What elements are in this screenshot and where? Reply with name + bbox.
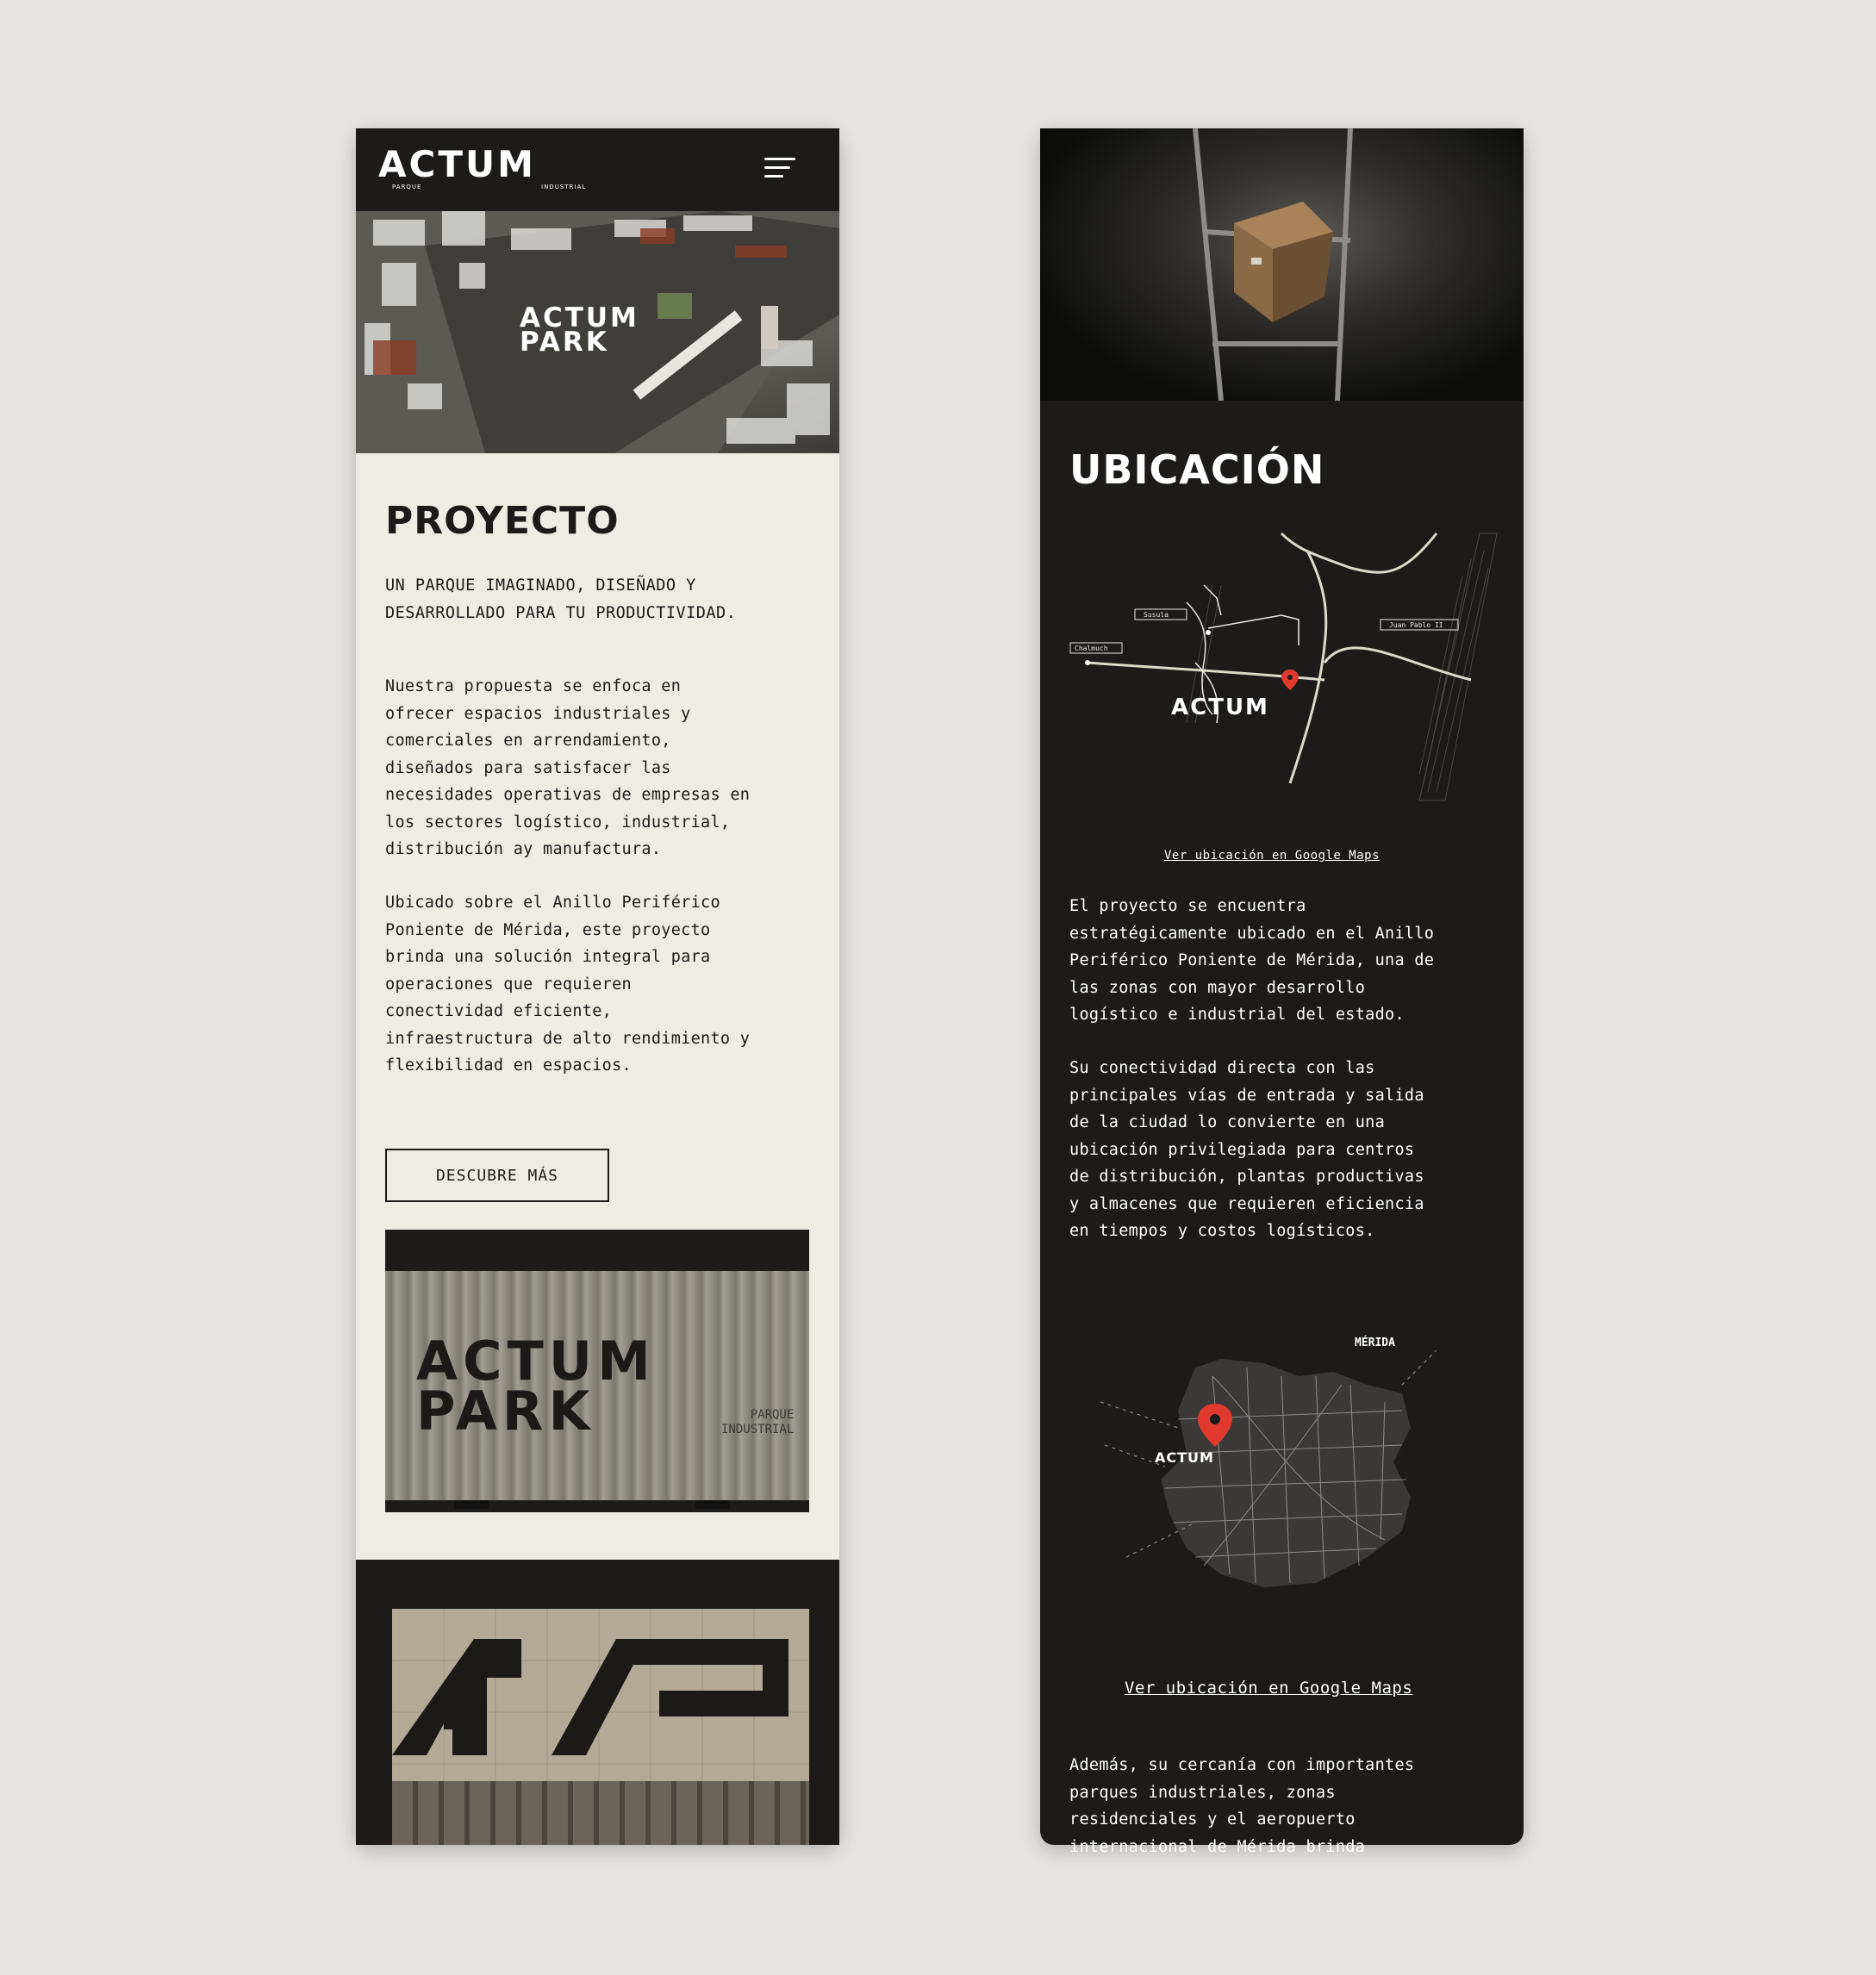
logo-sub-left: PARQUE bbox=[392, 184, 422, 190]
lead-line-1: UN PARQUE IMAGINADO, DISEÑADO Y bbox=[385, 576, 696, 595]
ubicacion-paragraph-2 bbox=[1069, 1055, 1424, 1245]
section-title-ubicacion: UBICACIÓN bbox=[1069, 446, 1325, 493]
map-label-chalmuch bbox=[1070, 643, 1122, 653]
text-line: logístico e industrial del estado. bbox=[1069, 1006, 1405, 1024]
container-brand-text bbox=[416, 1330, 656, 1442]
text-line: ofrecer espacios industriales y bbox=[385, 704, 691, 723]
container-subtext bbox=[721, 1408, 794, 1437]
map-label-susula bbox=[1135, 609, 1187, 620]
ubicacion-paragraph-3 bbox=[1069, 1752, 1414, 1860]
section-title-proyecto: PROYECTO bbox=[385, 499, 620, 543]
text-line: las zonas con mayor desarrollo bbox=[1069, 978, 1366, 997]
text-line: los sectores logístico, industrial, bbox=[385, 813, 731, 832]
package-on-chair-photo bbox=[1040, 128, 1524, 401]
map-marker-dot bbox=[1206, 630, 1211, 635]
text-line: Ubicado sobre el Anillo Periférico bbox=[385, 894, 720, 912]
container-sub2: INDUSTRIAL bbox=[721, 1423, 795, 1436]
container-line2: PARK bbox=[416, 1380, 595, 1442]
mobile-screen-proyecto bbox=[356, 128, 839, 1845]
svg-text:Juan Pablo II: Juan Pablo II bbox=[1389, 621, 1443, 629]
text-line: de distribución, plantas productivas bbox=[1069, 1168, 1424, 1186]
svg-text:Susula: Susula bbox=[1144, 611, 1169, 619]
dark-section bbox=[356, 1560, 839, 1845]
text-line: comerciales en arrendamiento, bbox=[385, 732, 671, 750]
actum-logo[interactable]: ACTUM bbox=[378, 143, 536, 185]
google-maps-link[interactable]: Ver ubicación en Google Maps bbox=[1125, 1679, 1413, 1698]
merida-city-map bbox=[1040, 1324, 1524, 1652]
text-line: parques industriales, zonas bbox=[1069, 1783, 1336, 1802]
map-actum-logo: ACTUM bbox=[1171, 695, 1269, 720]
text-line: Además, su cercanía con importantes bbox=[1069, 1756, 1415, 1774]
logo-sub-right: INDUSTRIAL bbox=[541, 184, 587, 190]
container-line1: ACTUM bbox=[416, 1330, 656, 1392]
text-line: diseñados para satisfacer las bbox=[385, 758, 671, 777]
text-line: Poniente de Mérida, este proyecto bbox=[385, 920, 711, 939]
proyecto-lead bbox=[385, 572, 736, 627]
chair-photo-illustration bbox=[1040, 128, 1524, 401]
ubicacion-paragraph-1 bbox=[1069, 893, 1434, 1029]
text-line: necesidades operativas de empresas en bbox=[385, 786, 751, 804]
text-line: residenciales y el aeropuerto bbox=[1069, 1810, 1356, 1829]
lead-line-2: DESARROLLADO PARA TU PRODUCTIVIDAD. bbox=[385, 604, 737, 622]
text-line: estratégicamente ubicado en el Anillo bbox=[1069, 924, 1435, 943]
google-maps-link-small[interactable]: Ver ubicación en Google Maps bbox=[1164, 849, 1381, 863]
text-line: principales vías de entrada y salida bbox=[1069, 1086, 1424, 1105]
text-line: conectividad eficiente, bbox=[385, 1002, 613, 1020]
road-map bbox=[1040, 533, 1524, 818]
text-line: Su conectividad directa con las bbox=[1069, 1059, 1375, 1077]
container-foot bbox=[695, 1500, 730, 1509]
location-pin-icon bbox=[1281, 670, 1299, 690]
aerial-rooftop-photo bbox=[392, 1609, 809, 1845]
hero-badge-line1: ACTUM bbox=[520, 302, 639, 333]
app-header bbox=[356, 128, 839, 211]
descubre-mas-button[interactable]: DESCUBRE MÁS bbox=[385, 1149, 609, 1202]
hamburger-menu-icon[interactable] bbox=[764, 158, 795, 182]
text-line: distribución ay manufactura. bbox=[385, 840, 662, 858]
merida-label: MÉRIDA bbox=[1355, 1336, 1395, 1349]
container-foot bbox=[454, 1500, 489, 1509]
text-line: internacional de Mérida brinda bbox=[1069, 1837, 1366, 1856]
hero-aerial-image bbox=[356, 211, 839, 453]
text-line: brinda una solución integral para bbox=[385, 948, 711, 966]
proyecto-paragraph-2 bbox=[385, 889, 750, 1080]
loading-docks bbox=[392, 1781, 809, 1845]
text-line: Nuestra propuesta se enfoca en bbox=[385, 677, 682, 695]
proyecto-paragraph-1 bbox=[385, 673, 750, 863]
hero-badge-actum-park bbox=[520, 302, 639, 358]
text-line: y almacenes que requieren eficiencia bbox=[1069, 1194, 1424, 1213]
mobile-screen-ubicacion bbox=[1040, 128, 1524, 1856]
text-line: ubicación privilegiada para centros bbox=[1069, 1140, 1415, 1159]
text-line: Periférico Poniente de Mérida, una de bbox=[1069, 951, 1435, 969]
map-marker-dot bbox=[1085, 660, 1090, 665]
container-photo bbox=[385, 1230, 809, 1512]
merida-pin-label: ACTUM bbox=[1155, 1449, 1214, 1466]
text-line: El proyecto se encuentra bbox=[1069, 897, 1306, 915]
map-label-juan-pablo bbox=[1381, 620, 1458, 630]
svg-text:Chalmuch: Chalmuch bbox=[1075, 645, 1108, 652]
container-sub1: PARQUE bbox=[750, 1408, 795, 1422]
text-line: infraestructura de alto rendimiento y bbox=[385, 1029, 751, 1048]
text-line: de la ciudad lo convierte en una bbox=[1069, 1113, 1386, 1131]
text-line: operaciones que requieren bbox=[385, 975, 632, 994]
text-line: en tiempos y costos logísticos. bbox=[1069, 1222, 1375, 1240]
text-line: flexibilidad en espacios. bbox=[385, 1056, 632, 1075]
hero-badge-line2: PARK bbox=[520, 327, 609, 358]
